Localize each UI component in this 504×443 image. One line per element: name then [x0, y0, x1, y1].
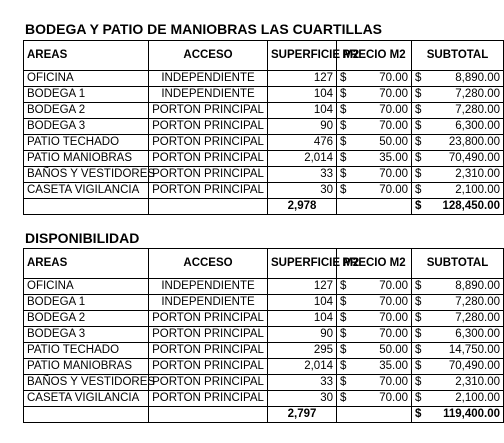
subtotal-money	[415, 279, 500, 294]
superficie-cell: 104	[268, 311, 337, 327]
subtotal-money	[415, 311, 500, 326]
acceso-cell: INDEPENDIENTE	[149, 87, 268, 103]
area-cell: BODEGA 2	[24, 103, 149, 119]
total-subtotal: 119,400.00	[443, 408, 500, 420]
superficie-cell: 30	[268, 391, 337, 407]
subtotal-money	[415, 167, 500, 182]
precio-value: 35.00	[379, 152, 408, 164]
header-precio: PRECIO M2	[337, 41, 412, 71]
precio-value: 70.00	[379, 280, 408, 292]
subtotal-value: 7,280.00	[455, 296, 500, 308]
subtotal-value: 8,890.00	[455, 72, 500, 84]
area-cell: CASETA VIGILANCIA	[24, 391, 149, 407]
acceso-cell: PORTON PRINCIPAL	[149, 391, 268, 407]
superficie-cell: 104	[268, 87, 337, 103]
subtotal-cell	[412, 135, 504, 151]
currency-sign: $	[415, 184, 422, 196]
subtotal-cell	[412, 167, 504, 183]
acceso-cell: INDEPENDIENTE	[149, 295, 268, 311]
table-row	[24, 119, 504, 135]
header-superficie: SUPERFICIE M2	[268, 249, 337, 279]
currency-sign: $	[340, 184, 347, 196]
currency-sign: $	[415, 328, 422, 340]
header-subtotal: SUBTOTAL	[412, 41, 504, 71]
table-row	[24, 375, 504, 391]
subtotal-cell	[412, 279, 504, 295]
precio-value: 50.00	[379, 344, 408, 356]
currency-sign: $	[340, 136, 347, 148]
total-superficie: 2,978	[268, 199, 337, 215]
precio-money	[340, 295, 408, 310]
precio-money	[340, 279, 408, 294]
superficie-cell: 104	[268, 103, 337, 119]
precio-value: 70.00	[379, 184, 408, 196]
subtotal-cell	[412, 311, 504, 327]
header-acceso: ACCESO	[149, 249, 268, 279]
total-subtotal-cell	[412, 407, 504, 423]
currency-sign: $	[415, 104, 422, 116]
total-blank	[24, 407, 149, 423]
total-blank	[149, 199, 268, 215]
currency-sign: $	[340, 72, 347, 84]
subtotal-money	[415, 343, 500, 358]
subtotal-cell	[412, 327, 504, 343]
subtotal-value: 7,280.00	[455, 104, 500, 116]
precio-cell	[337, 151, 412, 167]
acceso-cell: PORTON PRINCIPAL	[149, 375, 268, 391]
precio-cell	[337, 119, 412, 135]
acceso-cell: PORTON PRINCIPAL	[149, 327, 268, 343]
area-cell: OFICINA	[24, 71, 149, 87]
total-row	[24, 199, 504, 215]
currency-sign: $	[415, 200, 422, 212]
area-cell: BODEGA 3	[24, 119, 149, 135]
superficie-cell: 295	[268, 343, 337, 359]
currency-sign: $	[415, 152, 422, 164]
precio-money	[340, 343, 408, 358]
header-areas: AREAS	[24, 41, 149, 71]
superficie-cell: 2,014	[268, 359, 337, 375]
currency-sign: $	[340, 152, 347, 164]
precio-cell	[337, 391, 412, 407]
precio-cell	[337, 295, 412, 311]
subtotal-value: 6,300.00	[455, 120, 500, 132]
precio-cell	[337, 71, 412, 87]
total-money	[415, 407, 500, 422]
precio-value: 35.00	[379, 360, 408, 372]
currency-sign: $	[340, 376, 347, 388]
superficie-cell: 127	[268, 71, 337, 87]
subtotal-money	[415, 103, 500, 118]
area-cell: CASETA VIGILANCIA	[24, 183, 149, 199]
currency-sign: $	[340, 104, 347, 116]
total-blank	[24, 199, 149, 215]
acceso-cell: INDEPENDIENTE	[149, 71, 268, 87]
acceso-cell: PORTON PRINCIPAL	[149, 343, 268, 359]
precio-cell	[337, 375, 412, 391]
table-row	[24, 71, 504, 87]
precio-cell	[337, 183, 412, 199]
superficie-cell: 104	[268, 295, 337, 311]
precio-money	[340, 87, 408, 102]
header-acceso: ACCESO	[149, 41, 268, 71]
subtotal-value: 7,280.00	[455, 312, 500, 324]
subtotal-money	[415, 119, 500, 134]
table-row	[24, 87, 504, 103]
header-areas: AREAS	[24, 249, 149, 279]
total-subtotal-cell	[412, 199, 504, 215]
precio-money	[340, 135, 408, 150]
precio-value: 70.00	[379, 392, 408, 404]
total-blank	[337, 199, 412, 215]
header-subtotal: SUBTOTAL	[412, 249, 504, 279]
table-row	[24, 103, 504, 119]
currency-sign: $	[340, 328, 347, 340]
total-money	[415, 199, 500, 214]
currency-sign: $	[340, 312, 347, 324]
precio-value: 70.00	[379, 328, 408, 340]
currency-sign: $	[415, 120, 422, 132]
subtotal-money	[415, 359, 500, 374]
subtotal-cell	[412, 103, 504, 119]
header-precio: PRECIO M2	[337, 249, 412, 279]
precio-cell	[337, 359, 412, 375]
total-superficie: 2,797	[268, 407, 337, 423]
currency-sign: $	[340, 392, 347, 404]
currency-sign: $	[415, 296, 422, 308]
area-cell: PATIO TECHADO	[24, 135, 149, 151]
currency-sign: $	[340, 296, 347, 308]
subtotal-money	[415, 71, 500, 86]
precio-value: 70.00	[379, 72, 408, 84]
precio-money	[340, 375, 408, 390]
subtotal-value: 2,100.00	[455, 392, 500, 404]
superficie-cell: 33	[268, 375, 337, 391]
superficie-cell: 90	[268, 119, 337, 135]
precio-money	[340, 103, 408, 118]
precio-money	[340, 311, 408, 326]
currency-sign: $	[415, 136, 422, 148]
subtotal-value: 70,490.00	[448, 152, 500, 164]
subtotal-money	[415, 295, 500, 310]
subtotal-cell	[412, 375, 504, 391]
precio-cell	[337, 343, 412, 359]
subtotal-cell	[412, 359, 504, 375]
currency-sign: $	[415, 360, 422, 372]
area-cell: PATIO MANIOBRAS	[24, 151, 149, 167]
currency-sign: $	[415, 88, 422, 100]
subtotal-value: 70,490.00	[448, 360, 500, 372]
area-cell: PATIO TECHADO	[24, 343, 149, 359]
table-row	[24, 151, 504, 167]
precio-value: 50.00	[379, 136, 408, 148]
acceso-cell: PORTON PRINCIPAL	[149, 183, 268, 199]
superficie-cell: 33	[268, 167, 337, 183]
subtotal-cell	[412, 183, 504, 199]
areas-table	[23, 40, 504, 215]
table-row	[24, 327, 504, 343]
area-cell: BODEGA 1	[24, 295, 149, 311]
total-blank	[149, 407, 268, 423]
precio-cell	[337, 167, 412, 183]
area-cell: OFICINA	[24, 279, 149, 295]
currency-sign: $	[415, 376, 422, 388]
availability-table	[23, 248, 504, 423]
area-cell: BODEGA 3	[24, 327, 149, 343]
superficie-cell: 2,014	[268, 151, 337, 167]
currency-sign: $	[340, 280, 347, 292]
currency-sign: $	[340, 168, 347, 180]
subtotal-cell	[412, 391, 504, 407]
table-row	[24, 279, 504, 295]
total-subtotal: 128,450.00	[442, 200, 500, 212]
total-blank	[337, 407, 412, 423]
table-row	[24, 311, 504, 327]
superficie-cell: 90	[268, 327, 337, 343]
acceso-cell: PORTON PRINCIPAL	[149, 167, 268, 183]
subtotal-value: 6,300.00	[455, 328, 500, 340]
table-row	[24, 343, 504, 359]
acceso-cell: PORTON PRINCIPAL	[149, 135, 268, 151]
table-row	[24, 391, 504, 407]
subtotal-cell	[412, 343, 504, 359]
subtotal-money	[415, 135, 500, 150]
area-cell: BAÑOS Y VESTIDORES	[24, 375, 149, 391]
subtotal-cell	[412, 119, 504, 135]
area-cell: BODEGA 1	[24, 87, 149, 103]
precio-value: 70.00	[379, 168, 408, 180]
acceso-cell: PORTON PRINCIPAL	[149, 119, 268, 135]
subtotal-value: 2,100.00	[455, 184, 500, 196]
subtotal-value: 14,750.00	[448, 344, 500, 356]
header-superficie: SUPERFICIE M2	[268, 41, 337, 71]
total-row	[24, 407, 504, 423]
subtotal-money	[415, 375, 500, 390]
currency-sign: $	[415, 168, 422, 180]
table-row	[24, 359, 504, 375]
precio-money	[340, 327, 408, 342]
currency-sign: $	[415, 312, 422, 324]
precio-money	[340, 359, 408, 374]
superficie-cell: 476	[268, 135, 337, 151]
currency-sign: $	[415, 280, 422, 292]
subtotal-cell	[412, 87, 504, 103]
area-cell: BAÑOS Y VESTIDORES	[24, 167, 149, 183]
precio-value: 70.00	[379, 88, 408, 100]
precio-value: 70.00	[379, 296, 408, 308]
superficie-cell: 30	[268, 183, 337, 199]
section-title: BODEGA Y PATIO DE MANIOBRAS LAS CUARTILLAS	[25, 21, 383, 37]
precio-value: 70.00	[379, 104, 408, 116]
acceso-cell: PORTON PRINCIPAL	[149, 359, 268, 375]
acceso-cell: PORTON PRINCIPAL	[149, 311, 268, 327]
table-row	[24, 295, 504, 311]
subtotal-value: 2,310.00	[455, 168, 500, 180]
subtotal-money	[415, 327, 500, 342]
currency-sign: $	[340, 120, 347, 132]
subtotal-money	[415, 391, 500, 406]
superficie-cell: 127	[268, 279, 337, 295]
subtotal-value: 23,800.00	[448, 136, 500, 148]
precio-money	[340, 71, 408, 86]
acceso-cell: INDEPENDIENTE	[149, 279, 268, 295]
subtotal-value: 8,890.00	[455, 280, 500, 292]
area-cell: PATIO MANIOBRAS	[24, 359, 149, 375]
subtotal-money	[415, 183, 500, 198]
currency-sign: $	[415, 344, 422, 356]
header-row	[24, 41, 504, 71]
precio-money	[340, 119, 408, 134]
table-row	[24, 167, 504, 183]
precio-cell	[337, 279, 412, 295]
acceso-cell: PORTON PRINCIPAL	[149, 103, 268, 119]
subtotal-money	[415, 87, 500, 102]
acceso-cell: PORTON PRINCIPAL	[149, 151, 268, 167]
currency-sign: $	[415, 408, 422, 420]
currency-sign: $	[340, 344, 347, 356]
subtotal-value: 7,280.00	[455, 88, 500, 100]
subtotal-money	[415, 151, 500, 166]
precio-cell	[337, 311, 412, 327]
precio-money	[340, 151, 408, 166]
table-row	[24, 183, 504, 199]
precio-money	[340, 183, 408, 198]
precio-value: 70.00	[379, 312, 408, 324]
currency-sign: $	[415, 392, 422, 404]
table-row	[24, 135, 504, 151]
subtotal-value: 2,310.00	[455, 376, 500, 388]
area-cell: BODEGA 2	[24, 311, 149, 327]
precio-value: 70.00	[379, 120, 408, 132]
section-title: DISPONIBILIDAD	[25, 230, 140, 246]
precio-money	[340, 391, 408, 406]
precio-money	[340, 167, 408, 182]
precio-value: 70.00	[379, 376, 408, 388]
precio-cell	[337, 103, 412, 119]
subtotal-cell	[412, 71, 504, 87]
currency-sign: $	[340, 88, 347, 100]
precio-cell	[337, 87, 412, 103]
subtotal-cell	[412, 151, 504, 167]
precio-cell	[337, 327, 412, 343]
subtotal-cell	[412, 295, 504, 311]
precio-cell	[337, 135, 412, 151]
currency-sign: $	[415, 72, 422, 84]
header-row	[24, 249, 504, 279]
currency-sign: $	[340, 360, 347, 372]
